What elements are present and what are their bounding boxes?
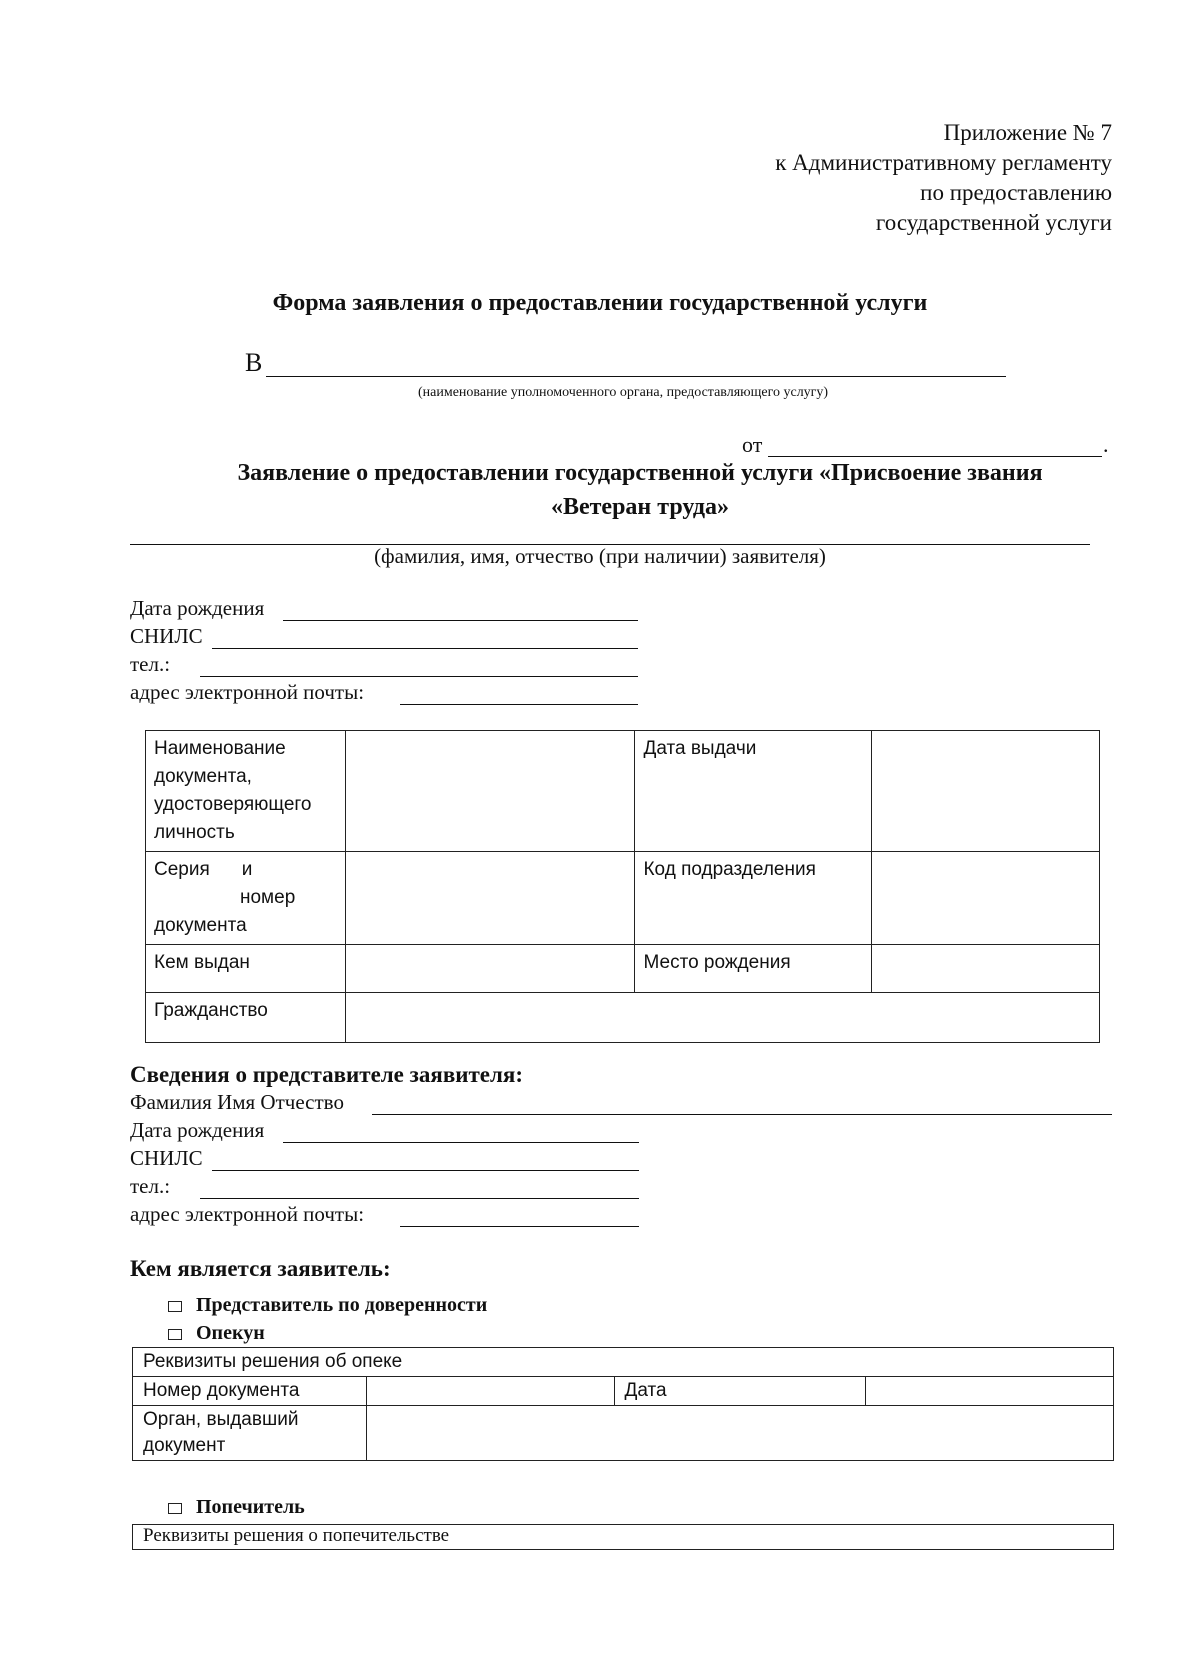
rep-phone-field[interactable] <box>200 1198 639 1199</box>
table-row <box>146 731 1100 852</box>
application-title-line: Заявление о предоставлении государственной услуги «Присвоение звания <box>237 460 1043 486</box>
table-row <box>133 1348 1114 1377</box>
checkbox-icon[interactable] <box>168 1329 182 1340</box>
option-guardian-label: Опекун <box>196 1322 265 1344</box>
rep-snils-label: СНИЛС <box>130 1146 203 1170</box>
form-title: Форма заявления о предоставлении государственной услуги <box>272 290 928 316</box>
from-suffix: . <box>1103 432 1109 457</box>
guardian-issuer-label-line: документ <box>143 1435 226 1456</box>
series-label-part: номер <box>240 887 296 908</box>
guardian-doc-number-label: Номер документа <box>133 1377 367 1406</box>
checkbox-icon[interactable] <box>168 1503 182 1514</box>
appendix-line: по предоставлению <box>920 180 1112 205</box>
trusteeship-table <box>132 1524 1114 1550</box>
guardian-issuer-label <box>133 1406 367 1461</box>
series-label-part: и <box>241 859 253 880</box>
option-trustee[interactable] <box>168 1496 305 1519</box>
rep-email-field[interactable] <box>400 1226 639 1227</box>
rep-birth-date-field[interactable] <box>283 1142 639 1143</box>
option-proxy[interactable] <box>168 1294 487 1317</box>
recipient-prefix: В <box>245 348 263 377</box>
appendix-note <box>775 118 1112 238</box>
application-title <box>150 456 1130 524</box>
email-field[interactable] <box>400 704 638 705</box>
table-row <box>133 1377 1114 1406</box>
doc-name-label: Наименование документа, удостоверяющего личность <box>146 731 346 852</box>
citizenship-cell[interactable] <box>345 993 1099 1043</box>
option-trustee-label: Попечитель <box>196 1496 305 1518</box>
guardian-issuer-label-line: Орган, выдавший <box>143 1409 299 1430</box>
issue-date-label: Дата выдачи <box>635 731 872 852</box>
phone-label: тел.: <box>130 652 171 676</box>
issue-date-cell[interactable] <box>872 731 1100 852</box>
phone-field[interactable] <box>200 676 638 677</box>
issued-by-cell[interactable] <box>345 945 635 993</box>
rep-email-label: адрес электронной почты: <box>130 1202 365 1226</box>
citizenship-label: Гражданство <box>146 993 346 1043</box>
dept-code-label: Код подразделения <box>635 852 872 945</box>
table-row <box>146 852 1100 945</box>
appendix-line: Приложение № 7 <box>943 120 1112 145</box>
table-row <box>146 993 1100 1043</box>
series-number-cell[interactable] <box>345 852 635 945</box>
guardian-date-label: Дата <box>614 1377 866 1406</box>
application-title-line: «Ветеран труда» <box>550 494 730 520</box>
birth-date-label: Дата рождения <box>130 596 265 620</box>
series-label-part: документа <box>154 915 247 936</box>
rep-birth-date-label: Дата рождения <box>130 1118 265 1142</box>
applicant-name-caption: (фамилия, имя, отчество (при наличии) заявителя) <box>374 544 826 568</box>
guardian-header: Реквизиты решения об опеке <box>133 1348 1114 1377</box>
series-number-label <box>146 852 346 945</box>
recipient-field[interactable] <box>266 376 1006 377</box>
email-label: адрес электронной почты: <box>130 680 365 704</box>
rep-snils-field[interactable] <box>212 1170 639 1171</box>
rep-phone-label: тел.: <box>130 1174 171 1198</box>
recipient-caption: (наименование уполномоченного органа, предоставляющего услугу) <box>418 385 829 400</box>
guardian-doc-number-cell[interactable] <box>366 1377 614 1406</box>
option-guardian[interactable] <box>168 1322 265 1345</box>
identity-document-table <box>145 730 1100 1043</box>
applicant-type-title: Кем является заявитель: <box>130 1256 391 1281</box>
trustee-header: Реквизиты решения о попечительстве <box>133 1525 1114 1550</box>
appendix-line: государственной услуги <box>875 210 1112 235</box>
guardian-issuer-cell[interactable] <box>366 1406 1113 1461</box>
snils-label: СНИЛС <box>130 624 203 648</box>
rep-full-name-label: Фамилия Имя Отчество <box>130 1090 344 1114</box>
checkbox-icon[interactable] <box>168 1301 182 1312</box>
option-proxy-label: Представитель по доверенности <box>196 1294 488 1316</box>
table-row <box>146 945 1100 993</box>
birth-date-field[interactable] <box>283 620 638 621</box>
from-prefix: от <box>742 432 763 457</box>
snils-field[interactable] <box>212 648 638 649</box>
rep-full-name-field[interactable] <box>372 1114 1112 1115</box>
doc-name-cell[interactable] <box>345 731 635 852</box>
table-row <box>133 1525 1114 1550</box>
issued-by-label: Кем выдан <box>146 945 346 993</box>
dept-code-cell[interactable] <box>872 852 1100 945</box>
birth-place-cell[interactable] <box>872 945 1100 993</box>
series-label-part: Серия <box>154 859 210 880</box>
birth-place-label: Место рождения <box>635 945 872 993</box>
representative-section-title: Сведения о представителе заявителя: <box>130 1062 524 1087</box>
appendix-line: к Административному регламенту <box>775 150 1112 175</box>
guardian-date-cell[interactable] <box>866 1377 1114 1406</box>
table-row <box>133 1406 1114 1461</box>
guardianship-table <box>132 1347 1114 1461</box>
